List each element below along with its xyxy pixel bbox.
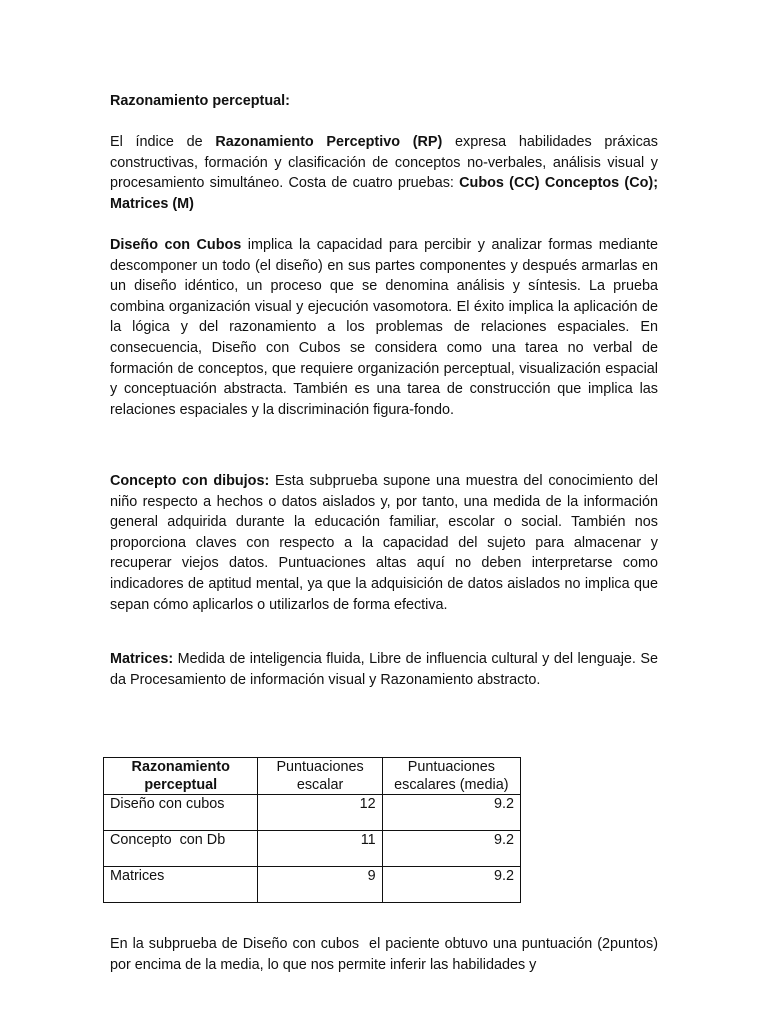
p3-text: Esta subprueba supone una muestra del conocimiento del niño respecto a hechos o datos aislados y, por tanto, una medida de la información general adquirida durante la educación familiar, escolar o social. También nos proporciona claves con respecto a la capacidad del sujeto para almacenar y recuperar viejos datos. Puntuaciones altas aquí no deben interpretarse como indicadores de aptitud mental, ya que la adquisición de datos aislados no implica que sepan cómo aplicarlos o utilizarlos de forma efectiva. — [110, 473, 659, 613]
table-row — [104, 795, 521, 831]
p2-text: implica la capacidad para percibir y analizar formas mediante descomponer un todo (el diseño) en sus partes componentes y después armarlas en un diseño idéntico, un proceso que se denomina análisis y síntesis. La prueba combina organización visual y ejecución vasomotora. El éxito implica la aplicación de la lógica y del razonamiento a los problemas de relaciones espaciales. En consecuencia, Diseño con Cubos se considera como una tarea no verbal de formación de conceptos, que requiere organización perceptual, visualización espacial y conceptuación abstracta. También es una tarea de construcción que implica las relaciones espaciales y la discriminación figura-fondo. — [110, 237, 658, 418]
p4-bold-title: Matrices: — [110, 651, 174, 667]
table-header: Puntuaciones escalares (media) — [382, 758, 520, 795]
paragraph-intro — [110, 132, 658, 214]
table-header-row — [104, 758, 521, 795]
table-cell-mean: 9.2 — [382, 831, 520, 867]
table-cell-mean: 9.2 — [382, 867, 520, 903]
table-cell-score: 11 — [258, 831, 382, 867]
table-cell-score: 9 — [258, 867, 382, 903]
table-header: Puntuaciones escalar — [258, 758, 382, 795]
section-heading: Razonamiento perceptual: — [110, 93, 290, 109]
p1-bold-tests: Cubos (CC) Conceptos (Co); Matrices (M) — [110, 175, 658, 212]
paragraph-concepto — [110, 471, 658, 615]
table-cell-score: 12 — [258, 795, 382, 831]
paragraph-matrices — [110, 649, 658, 690]
p4-text: Medida de inteligencia fluida, Libre de influencia cultural y del lenguaje. Se da Procesamiento de información visual y Razonamiento abstracto. — [110, 651, 658, 688]
paragraph-results: En la subprueba de Diseño con cubos el paciente obtuvo una puntuación (2puntos) por encima de la media, lo que nos permite inferir las habilidades y — [110, 936, 662, 973]
p2-bold-title: Diseño con Cubos — [110, 237, 242, 253]
p1-text-c: expresa habilidades práxicas constructivas, formación y clasificación de conceptos no-verbales, análisis visual y procesamiento simultáneo. Costa de cuatro pruebas: — [110, 134, 659, 192]
p1-bold-rp: Razonamiento Perceptivo (RP) — [215, 134, 443, 150]
paragraph-cubos — [110, 235, 658, 420]
table-header: Razonamiento perceptual — [104, 758, 258, 795]
table-cell-name: Concepto con Db — [104, 831, 258, 867]
scores-table — [103, 757, 521, 903]
table-cell-mean: 9.2 — [382, 795, 520, 831]
p1-text-a: El índice de — [110, 134, 216, 150]
table-cell-name: Matrices — [104, 867, 258, 903]
table-row — [104, 831, 521, 867]
table-row — [104, 867, 521, 903]
table-cell-name: Diseño con cubos — [104, 795, 258, 831]
p3-bold-title: Concepto con dibujos: — [110, 473, 270, 489]
